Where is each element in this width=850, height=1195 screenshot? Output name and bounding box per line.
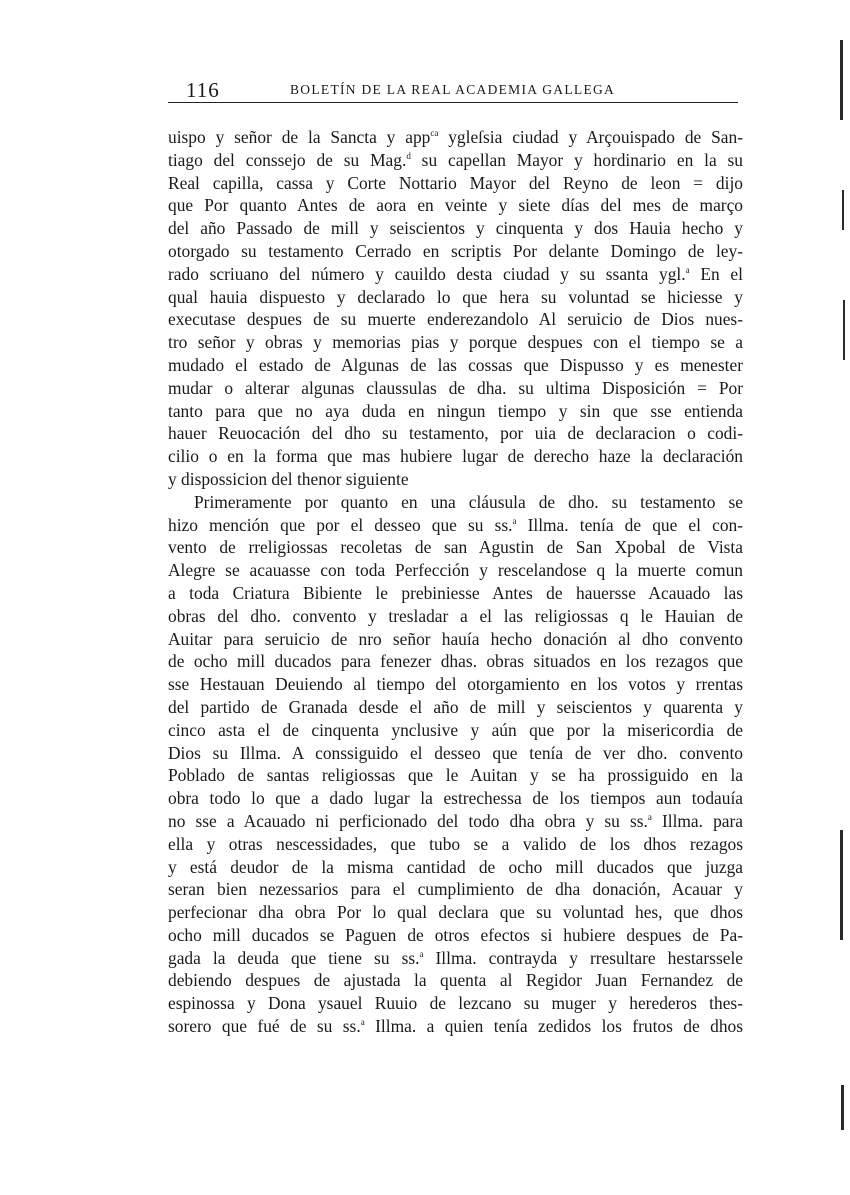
text-line bbox=[168, 468, 743, 491]
text-segment: otorgado su testamento Cerrado en scriptis Por delante Domingo de ley- bbox=[168, 240, 743, 261]
text-segment: debiendo despues de ajustada la quenta al Regidor Juan Fernandez de bbox=[168, 970, 743, 991]
text-segment: En el bbox=[689, 263, 743, 284]
text-segment: obra todo lo que a dado lugar la estrechessa de los tiempos aun todauía bbox=[168, 788, 743, 809]
text-line bbox=[168, 194, 743, 217]
text-line bbox=[168, 149, 743, 172]
text-segment: Primeramente por quanto en una cláusula de dho. su testamento se bbox=[194, 491, 743, 512]
text-line bbox=[168, 833, 743, 856]
superscript-abbreviation: a bbox=[360, 1017, 365, 1028]
text-segment: y está deudor de la misma cantidad de ocho mill ducados que juzga bbox=[168, 856, 743, 877]
text-line bbox=[168, 286, 743, 309]
text-segment: mudado el estado de Algunas de las cossas que Dispusso y es menester bbox=[168, 354, 743, 375]
text-line bbox=[168, 969, 743, 992]
text-line bbox=[168, 422, 743, 445]
text-line bbox=[168, 536, 743, 559]
text-segment: seran bien nezessarios para el cumplimiento de dha donación, Acauar y bbox=[168, 879, 743, 900]
text-segment: Illma. contrayda y rresultare hestarssele bbox=[423, 947, 743, 968]
scan-mark bbox=[843, 300, 845, 360]
text-segment: Illma. tenía de que el con- bbox=[516, 514, 743, 535]
text-segment: su capellan Mayor y hordinario en la su bbox=[410, 149, 744, 170]
running-title: BOLETÍN DE LA REAL ACADEMIA GALLEGA bbox=[290, 82, 616, 97]
text-segment: tanto para que no aya duda en ningun tiempo y sin que sse entienda bbox=[168, 400, 743, 421]
text-segment: gada la deuda que tiene su ss. bbox=[168, 947, 420, 968]
scan-mark bbox=[840, 40, 843, 120]
text-line bbox=[168, 331, 743, 354]
text-segment: hauer Reuocación del dho su testamento, por uia de declaracion o codi- bbox=[168, 423, 743, 444]
text-line bbox=[168, 172, 743, 195]
text-segment: perfecionar dha obra Por lo qual declara que su voluntad hes, que dhos bbox=[168, 902, 743, 923]
text-segment: vento de rreligiossas recoletas de san Agustin de San Xpobal de Vista bbox=[168, 537, 743, 558]
text-line bbox=[168, 605, 743, 628]
text-line bbox=[168, 308, 743, 331]
page-number: 116 bbox=[186, 78, 220, 102]
superscript-abbreviation: ca bbox=[430, 128, 439, 138]
superscript-abbreviation: a bbox=[512, 515, 517, 526]
text-segment: Alegre se acauasse con toda Perfección y rescelandose q la muerte comun bbox=[168, 560, 743, 581]
text-line bbox=[168, 263, 743, 286]
superscript-abbreviation: a bbox=[419, 948, 424, 959]
text-segment: Poblado de santas religiossas que le Auitan y se ha prossiguido en la bbox=[168, 765, 743, 786]
text-line bbox=[168, 673, 743, 696]
text-segment: que Por quanto Antes de aora en veinte y siete días del mes de março bbox=[168, 195, 743, 216]
text-segment: y dispossicion del thenor siguiente bbox=[168, 468, 409, 489]
text-segment: qual hauia dispuesto y declarado lo que hera su voluntad se hiciesse y bbox=[168, 286, 743, 307]
text-segment: ocho mill ducados se Paguen de otros efectos si hubiere despues de Pa- bbox=[168, 924, 743, 945]
text-line bbox=[168, 810, 743, 833]
text-segment: cinco asta el de cinquenta ynclusive y aún que por la misericordia de bbox=[168, 719, 743, 740]
text-segment: ygleſsia ciudad y Arçouispado de San- bbox=[438, 127, 743, 147]
text-line bbox=[168, 377, 743, 400]
text-line bbox=[168, 445, 743, 468]
text-segment: Illma. para bbox=[651, 810, 744, 831]
text-line bbox=[168, 924, 743, 947]
text-segment: ella y otras nescessidades, que tubo se a valido de los dhos rezagos bbox=[168, 833, 743, 854]
scan-mark bbox=[840, 830, 843, 940]
text-line bbox=[168, 217, 743, 240]
text-line bbox=[168, 582, 743, 605]
superscript-abbreviation: a bbox=[685, 264, 690, 275]
scan-mark bbox=[842, 190, 844, 230]
scan-mark bbox=[841, 1085, 844, 1130]
text-segment: obras del dho. convento y tresladar a el las religiossas q le Hauian de bbox=[168, 605, 743, 626]
text-line bbox=[168, 559, 743, 582]
text-segment: sorero que fué de su ss. bbox=[168, 1016, 361, 1037]
text-segment: espinossa y Dona ysauel Ruuio de lezcano su muger y herederos thes- bbox=[168, 993, 743, 1014]
text-line bbox=[168, 856, 743, 879]
text-line bbox=[168, 628, 743, 651]
text-line bbox=[168, 491, 743, 514]
text-segment: de ocho mill ducados para fenezer dhas. obras situados en los rezagos que bbox=[168, 651, 743, 672]
text-line bbox=[168, 878, 743, 901]
text-line bbox=[168, 126, 743, 149]
text-line bbox=[168, 400, 743, 423]
superscript-abbreviation: a bbox=[647, 811, 652, 822]
text-segment: hizo mención que por el desseo que su ss. bbox=[168, 514, 513, 535]
text-line bbox=[168, 719, 743, 742]
text-segment: Illma. a quien tenía zedidos los frutos de dhos bbox=[364, 1016, 743, 1037]
text-line bbox=[168, 1015, 743, 1038]
text-segment: cilio o en la forma que mas hubiere lugar de derecho haze la declaración bbox=[168, 446, 743, 467]
text-segment: Dios su Illma. A conssiguido el desseo que tenía de ver dho. convento bbox=[168, 742, 743, 763]
body-text bbox=[168, 126, 743, 1038]
text-line bbox=[168, 742, 743, 765]
text-line bbox=[168, 901, 743, 924]
text-line bbox=[168, 947, 743, 970]
text-line bbox=[168, 696, 743, 719]
text-segment: no sse a Acauado ni perficionado del todo dha obra y su ss. bbox=[168, 810, 648, 831]
text-line bbox=[168, 992, 743, 1015]
page-header bbox=[168, 76, 738, 103]
text-segment: uispo y señor de la Sancta y app bbox=[168, 127, 431, 147]
text-segment: executase despues de su muerte enderezandolo Al seruicio de Dios nues- bbox=[168, 309, 743, 330]
text-segment: del partido de Granada desde el año de mill y seiscientos y quarenta y bbox=[168, 696, 743, 717]
text-segment: tiago del conssejo de su Mag. bbox=[168, 149, 407, 170]
text-segment: Auitar para seruicio de nro señor hauía hecho donación al dho convento bbox=[168, 628, 743, 649]
text-line bbox=[168, 240, 743, 263]
text-segment: del año Passado de mill y seiscientos y cinquenta y dos Hauia hecho y bbox=[168, 218, 743, 239]
text-line bbox=[168, 787, 743, 810]
text-line bbox=[168, 354, 743, 377]
text-line bbox=[168, 514, 743, 537]
text-segment: mudar o alterar algunas claussulas de dha. su ultima Disposición = Por bbox=[168, 377, 743, 398]
text-segment: sse Hestauan Deuiendo al tiempo del otorgamiento en los votos y rrentas bbox=[168, 674, 743, 695]
superscript-abbreviation: d bbox=[406, 150, 411, 161]
text-segment: tro señor y obras y memorias pias y porque despues con el tiempo se a bbox=[168, 332, 743, 353]
text-segment: rado scriuano del número y cauildo desta ciudad y su ssanta ygl. bbox=[168, 263, 686, 284]
text-line bbox=[168, 650, 743, 673]
text-line bbox=[168, 764, 743, 787]
text-segment: Real capilla, cassa y Corte Nottario Mayor del Reyno de leon = dijo bbox=[168, 172, 743, 193]
text-segment: a toda Criatura Bibiente le prebiniesse Antes de hauersse Acauado las bbox=[168, 582, 743, 603]
